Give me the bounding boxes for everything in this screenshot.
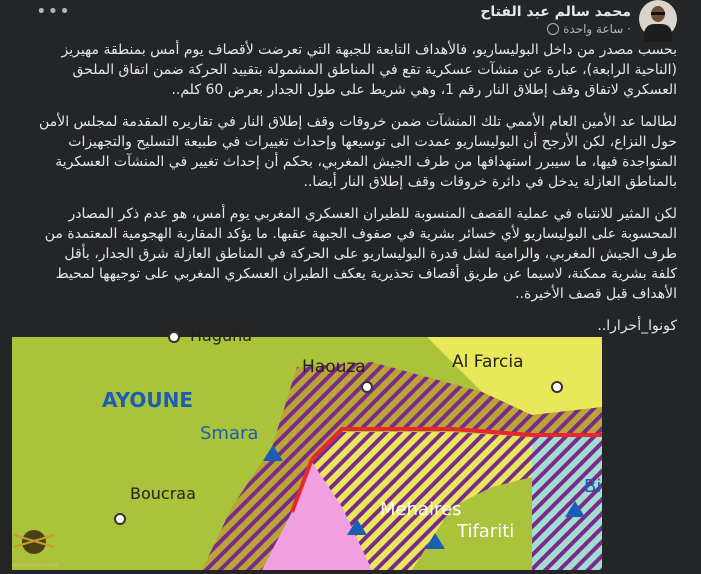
map-label-tifariti: Tifariti — [457, 521, 515, 542]
author-avatar[interactable] — [639, 0, 677, 38]
map-label-haouza: Haouza — [302, 357, 366, 377]
watermark-text: ARAB DEFENSE FORUM — [12, 563, 59, 568]
city-marker — [362, 382, 372, 392]
city-marker — [552, 382, 562, 392]
map-label-bir: Bi — [584, 476, 602, 497]
post-header — [480, 0, 677, 40]
more-options-icon[interactable]: ••• — [36, 1, 71, 22]
author-name[interactable]: محمد سالم عبد الفتاح — [480, 4, 631, 20]
map-label-smara: Smara — [200, 423, 259, 444]
map-label-layoune: AYOUNE — [102, 388, 193, 412]
post-time-row — [480, 21, 631, 37]
paragraph: كونوا_أحرارا.. — [597, 318, 677, 334]
map-label-hagunia: Haguna — [190, 326, 253, 345]
post-meta — [480, 3, 631, 37]
map-label-boucraa: Boucraa — [130, 484, 196, 503]
city-marker — [115, 514, 125, 524]
map-label-al-farcia: Al Farcia — [452, 352, 524, 372]
paragraph: لكن المثير للانتباه في عملية القصف المنسوبة للطيران العسكري المغربي يوم أمس، هو عدم ذكر المصادر المحسوبة على البوليساريو لأي خسائر بشرية في صفوف الجبهة عقبها. ما يؤكد المقاربة الهجومية المعتمدة من طرف الجيش المغربي، والرامية لشل قدرة البوليساريو على الحركة في المناطق العازلة شرق الجدار، بأقل كلفة بشرية ممكنة، لاسيما عن طريق أقصاف تحذيرية يعكف الطيران العسكري المغربي على توجيهها لمحيط الأهداف قبل قصف الأخيرة.. — [44, 206, 677, 302]
paragraph: لطالما عد الأمين العام الأممي تلك المنشآت ضمن خروقات وقف إطلاق النار في تقاريره المقدمة لمجلس الأمن حول النزاع، لكن الأرجح أن البوليساريو عمدت الى توسيعها وإحداث تغييرات في طبيعة التسليح والتجهيزات المتواجدة فيها، ما سيبرر استهدافها من طرف الجيش المغربي، بحكم أن إحداث تغيير في المنشآت العسكرية بالمناطق العازلة يدخل في دائرة خروقات وقف إطلاق النار أيضا.. — [39, 114, 677, 190]
paragraph: بحسب مصدر من داخل البوليساريو، فالأهداف التابعة للجبهة التي تعرضت لأقصاف يوم أمس بمنطقة مهيريز (الناحية الرابعة)، عبارة عن منشآت عسكرية تقع في المناطق المشمولة بتقييد الحركة ضمن اتفاق الملحق العسكري لاتفاق وقف إطلاق النار رقم 1، وهي شريط على طول الجدار بعرض 60 كلم.. — [61, 42, 677, 98]
east-zone — [532, 437, 602, 570]
post-text — [36, 40, 677, 348]
map-label-mehaires: Mehaires — [380, 499, 462, 520]
post-time[interactable]: ساعة واحدة · — [563, 22, 631, 36]
globe-icon — [547, 23, 559, 35]
